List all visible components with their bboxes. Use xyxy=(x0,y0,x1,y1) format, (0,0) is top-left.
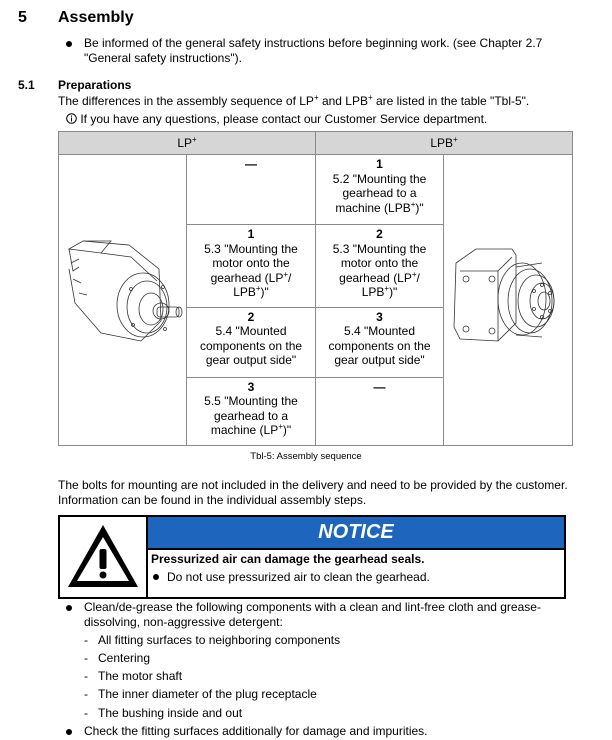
clean-bullet-line2: dissolving, non-aggressive detergent: xyxy=(84,615,283,629)
bolts-text-line2: Information can be found in the individual assembly steps. xyxy=(58,493,367,507)
bullet-icon xyxy=(66,41,72,47)
dash-marker: - xyxy=(84,687,88,701)
clean-item: The bushing inside and out xyxy=(98,706,243,720)
bolts-text-line1: The bolts for mounting are not included in the delivery and need to be provided by the customer. xyxy=(58,478,568,492)
dash-marker: - xyxy=(84,633,88,647)
lp-gearhead-image xyxy=(61,223,185,373)
notice-headline: Pressurized air can damage the gearhead seals. xyxy=(151,552,425,566)
clean-item: All fitting surfaces to neighboring components xyxy=(98,633,341,647)
lpb-gearhead-image xyxy=(444,155,573,446)
dash-marker: - xyxy=(84,651,88,665)
header-lp: LP+ xyxy=(59,132,316,155)
check-bullet: Check the fitting surfaces additionally for damage and impurities. xyxy=(84,724,428,738)
row2-lpb-cell: 2 5.3 "Mounting the motor onto the gearhead (LP+/ LPB+)" xyxy=(316,225,444,307)
header-lpb: LPB+ xyxy=(316,132,573,155)
row4-lp-cell: 3 5.5 "Mounting the gearhead to a machine (LP+)" xyxy=(187,377,316,445)
assembly-sequence-table xyxy=(58,131,573,446)
clean-item: The motor shaft xyxy=(98,669,183,683)
bullet-icon xyxy=(153,574,159,580)
info-circle-icon xyxy=(66,113,77,124)
dash-marker: - xyxy=(84,669,88,683)
notice-box xyxy=(58,515,566,599)
clean-bullet-line1: Clean/de-grease the following components with a clean and lint-free cloth and grease- xyxy=(84,600,541,614)
row3-lp-cell: 2 5.4 "Mounted components on the gear output side" xyxy=(187,307,316,377)
row1-lp-cell: — xyxy=(187,155,316,225)
warning-triangle-icon xyxy=(60,517,146,597)
lpb-gearhead-image xyxy=(446,223,570,373)
notice-bullet: Do not use pressurized air to clean the gearhead. xyxy=(151,570,561,584)
row4-lpb-cell: — xyxy=(316,377,444,445)
info-line: If you have any questions, please contact our Customer Service department. xyxy=(66,112,487,127)
clean-item: Centering xyxy=(98,651,151,665)
diff-text: The differences in the assembly sequence of LP+ and LPB+ are listed in the table "Tbl-5". xyxy=(58,93,530,108)
notice-title: NOTICE xyxy=(148,517,564,550)
table-caption: Tbl-5: Assembly sequence xyxy=(250,451,362,462)
intro-bullet-line2: "General safety instructions"). xyxy=(84,51,242,65)
section-title: Assembly xyxy=(58,9,134,26)
bullet-icon xyxy=(66,729,72,735)
bullet-icon xyxy=(66,605,72,611)
intro-bullet-line1: Be informed of the general safety instructions before beginning work. (see Chapter 2.7 xyxy=(84,36,543,50)
row1-lpb-cell: 1 5.2 "Mounting the gearhead to a machine (LPB+)" xyxy=(316,155,444,225)
section-number: 5 xyxy=(18,9,27,26)
subsection-number: 5.1 xyxy=(18,78,35,92)
subsection-title: Preparations xyxy=(58,78,132,92)
lp-gearhead-image xyxy=(59,155,187,446)
warning-icon-box xyxy=(60,517,148,597)
dash-marker: - xyxy=(84,706,88,720)
row3-lpb-cell: 3 5.4 "Mounted components on the gear output side" xyxy=(316,307,444,377)
row2-lp-cell: 1 5.3 "Mounting the motor onto the gearhead (LP+/ LPB+)" xyxy=(187,225,316,307)
clean-item: The inner diameter of the plug receptacle xyxy=(98,687,317,701)
